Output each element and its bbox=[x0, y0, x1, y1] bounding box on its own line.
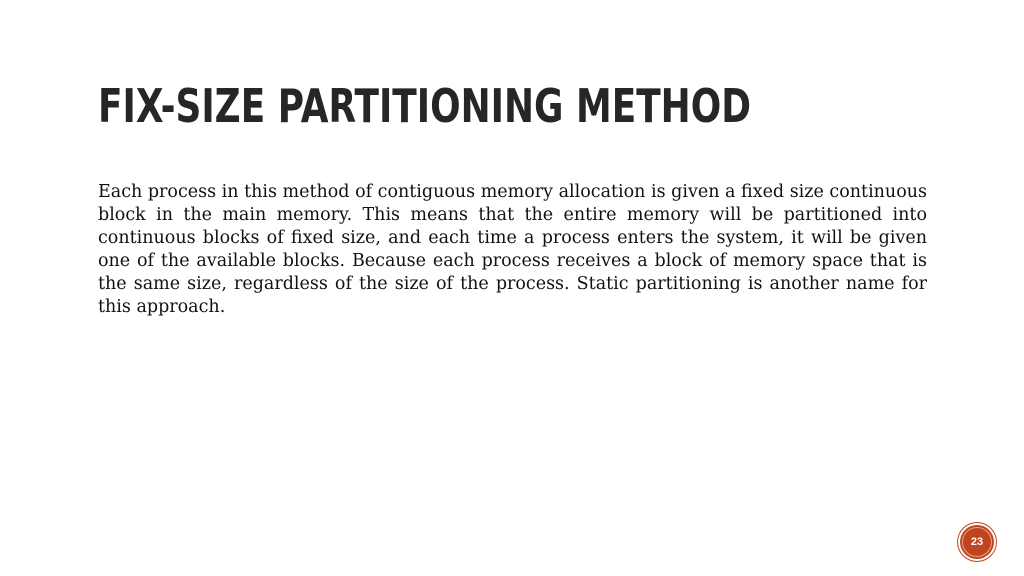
page-number: 23 bbox=[970, 536, 984, 548]
page-number-badge bbox=[958, 523, 996, 561]
slide-body-text: Each process in this method of contiguous memory allocation is given a fixed size continuous block in the main memory. This means that the entire memory will be partitioned into continuous blocks of fixed size, and each time a process enters the system, it will be given one of the available blocks. Because each process receives a block of memory space that is the same size, regardless of the size of the process. Static partitioning is another name for this approach. bbox=[98, 182, 927, 317]
slide-title: FIX-SIZE PARTITIONING METHOD bbox=[98, 79, 751, 133]
